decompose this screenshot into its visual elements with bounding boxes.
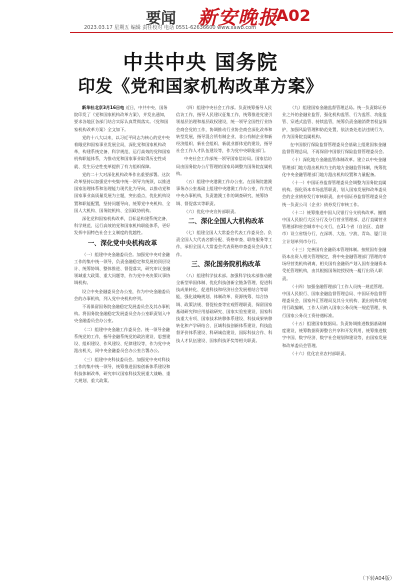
body-paragraph: （四）组建中央社会工作部。负责统筹指导人民信访工作，指导人民建议征集工作，统筹推进党建引领基层治理和基层政权建设，统一领导全国性行业协会商会党的工作，协调推动行业协会商会深化改革和转型发展，指导混合所有制企业、非公有制企业和新经济组织、新社会组织、新就业群体党的建设，指导社会工作人才队伍建设等，作为党中央职能部门。	[176, 105, 273, 154]
body-paragraph: 党的十八大以来，以习近平同志为核心的党中央着眼党和国家事业发展全局，深化党和国家机构改革，构建系统完备、科学规范、运行高效的党和国家机构职能体系，为推动党和国家事业取得历史性成就、发生历史性变革提供了有力组织保障。	[74, 134, 171, 169]
body-paragraph: （六）优化中央宣传部职责。	[184, 208, 239, 214]
lead-text: 近日，中共中央、国务院印发了《党和国家机构改革方案》，并发出通知，要求各地区各部门结合实际认真贯彻落实。《党和国家机构改革方案》全文如下。	[74, 105, 169, 132]
body-paragraph: （二）组建中央金融工作委员会。统一领导金融系统党的工作，指导金融系统党的政治建设、思想建设、组织建设、作风建设、纪律建设等，作为党中央派出机关，同中央金融委员会办公室合署办公。	[74, 326, 171, 354]
body-paragraph: （十一）中国证券监督管理委员会调整为国务院直属机构。强化资本市场监管职责，划入国家发展和改革委员会的企业债券发行审核职责，由中国证券监督管理委员会统一负责公司（企业）债券发行审核工作。	[282, 180, 387, 207]
body-paragraph: （三）组建中央科技委员会。加强党中央对科技工作的集中统一领导，统筹推进国家创新体系建设和科技体制改革，研究审议国家科技发展重大战略、重大规划、重大政策。	[74, 356, 171, 384]
section-label: 要闻	[146, 9, 177, 27]
body-paragraph: （十二）统筹推进中国人民银行分支机构改革。撤销中国人民银行大区分行及分行营业管理部、总行直属营业管理部和省会城市中心支行，在31个省（自治区、直辖市）设立省级分行，在深圳、大连、宁波、青岛、厦门设立计划单列市分行。	[282, 209, 387, 244]
section-heading-2: 二、深化全国人大机构改革	[188, 218, 264, 226]
body-paragraph: （八）组建科学技术部。加强科学技术部推动健全新型举国体制、优化科技创新全链条管理、促进科技成果转化、促进科技和经济社会发展相结合等职能，强化战略规划、体制改革、资源统筹、综合协调、政策法规、督促检查等宏观管理职责，保留国家基础研究和应用基础研究、国家实验室建设、国家科技重大专项、国家技术转移体系建设、科技成果转移转化和产学研结合、区域科技创新体系建设、科技监督评价体系建设、科研诚信建设、国际科技合作、科技人才队伍建设、国家科技评奖等相关职责。	[176, 272, 273, 343]
lead-paragraph	[74, 104, 171, 133]
headline-subtitle: 印发《党和国家机构改革方案》	[78, 77, 323, 97]
body-paragraph: 设立中央金融委员会办公室，作为中央金融委员会的办事机构，列入党中央机构序列。	[74, 288, 170, 301]
body-paragraph: 党的二十大对深化机构改革作出重要部署。这次改革坚持以加强党中央集中统一领导为统领，以推进国家治理体系和治理能力现代化为导向，以推动党和国家事业高质量发展为主题，突出重点，优化机构设置和职能配置，坚持问题导向，统筹党中央机构、全国人大机构、国务院机构、全国政协机构。	[74, 171, 171, 213]
newspaper-logo: 新安晚报	[198, 7, 279, 29]
body-paragraph: （十四）加强金融管理部门工作人员统一规范管理。中国人民银行、国家金融监督管理总局、中国证券监督管理委员会、国家外汇管理局及其分支机构、派出机构均使用行政编制，工作人员纳入国家公务员统一规范管理，执行国家公务员工资待遇标准。	[282, 283, 387, 318]
body-paragraph: （十六）优化农业农村部职责。	[290, 350, 349, 356]
article-column-3	[282, 104, 388, 574]
body-paragraph: 中央社会工作部统一领导国家信访局。国家信访局由国务院办公厅管理的国家局调整为国务院直属机构。	[176, 156, 273, 176]
headline-title: 中共中央 国务院	[123, 50, 278, 74]
article-column-2	[176, 104, 276, 574]
dateline: 新华社北京3月16日电	[82, 105, 125, 110]
article-column-1	[74, 104, 171, 574]
body-paragraph: （十）深化地方金融监管体制改革。建立以中央金融管理部门地方派出机构为主的地方金融监管体制，统筹优化中央金融管理部门地方派出机构设置和力量配备。	[282, 157, 387, 177]
masthead	[0, 0, 401, 38]
body-paragraph: （十三）完善国有金融资本管理体制。按照国有金融资本出资人相关管理规定，将中央金融管理部门管理的市场经营类机构剥离，相关国有金融资产划入国有金融资本受托管理机构，由其根据国务院授权统一履行出资人职责。	[282, 246, 387, 281]
continued-note: （下转A04版）	[360, 576, 395, 582]
page-number: A02	[276, 6, 311, 25]
body-paragraph: 在中国银行保险监督管理委员会基础上组建国家金融监督管理总局，不再保留中国银行保险监督管理委员会。	[282, 142, 387, 155]
section-heading-1: 一、深化党中央机构改革	[87, 239, 158, 247]
section-heading-3: 三、深化国务院机构改革	[191, 260, 261, 268]
body-paragraph: 深化党和国家机构改革，目标是构建系统完备、科学规范、运行高效的党和国家机构职能体系，更好发挥中国特色社会主义制度的优越性。	[74, 216, 171, 236]
body-paragraph: （九）组建国家金融监督管理总局。统一负责除证券业之外的金融业监管，强化机构监管、行为监管、功能监管、穿透式监管、持续监管，统筹负责金融消费者权益保护，加强风险管理和防范处置，依法查处违法违规行为，作为国务院直属机构。	[282, 105, 387, 139]
body-paragraph: 不再保留国务院金融稳定发展委员会及其办事机构。将国务院金融稳定发展委员会办公室职责划入中央金融委员会办公室。	[74, 304, 171, 324]
body-paragraph: （十五）组建国家数据局。负责协调推进数据基础制度建设，统筹数据资源整合共享和开发利用，统筹推进数字中国、数字经济、数字社会规划和建设等，由国家发展和改革委员会管理。	[282, 320, 387, 348]
masthead-divider	[70, 32, 393, 33]
body-paragraph: （一）组建中央金融委员会。加强党中央对金融工作的集中统一领导，负责金融稳定和发展的顶层设计、统筹协调、整体推进、督促落实，研究审议金融领域重大政策、重大问题等，作为党中央决策议事协调机构。	[74, 251, 171, 286]
masthead-info: 2023.03.17 星期五 编辑 责任校对 电话 0551-62636600 www.xawb.com	[84, 25, 257, 31]
body-paragraph: （七）组建全国人大常委会代表工作委员会。负责全国人大代表名额分配、资格审查、联络服务等工作，承担全国人大常委会代表资格审查委员会具体工作。	[176, 230, 273, 257]
body-paragraph: （五）组建中央港澳工作办公室。在国务院港澳事务办公室基础上组建中央港澳工作办公室，作为党中央办事机构，负责港澳工作的调查研究、统筹协调、督促落实等职责。	[176, 179, 273, 206]
